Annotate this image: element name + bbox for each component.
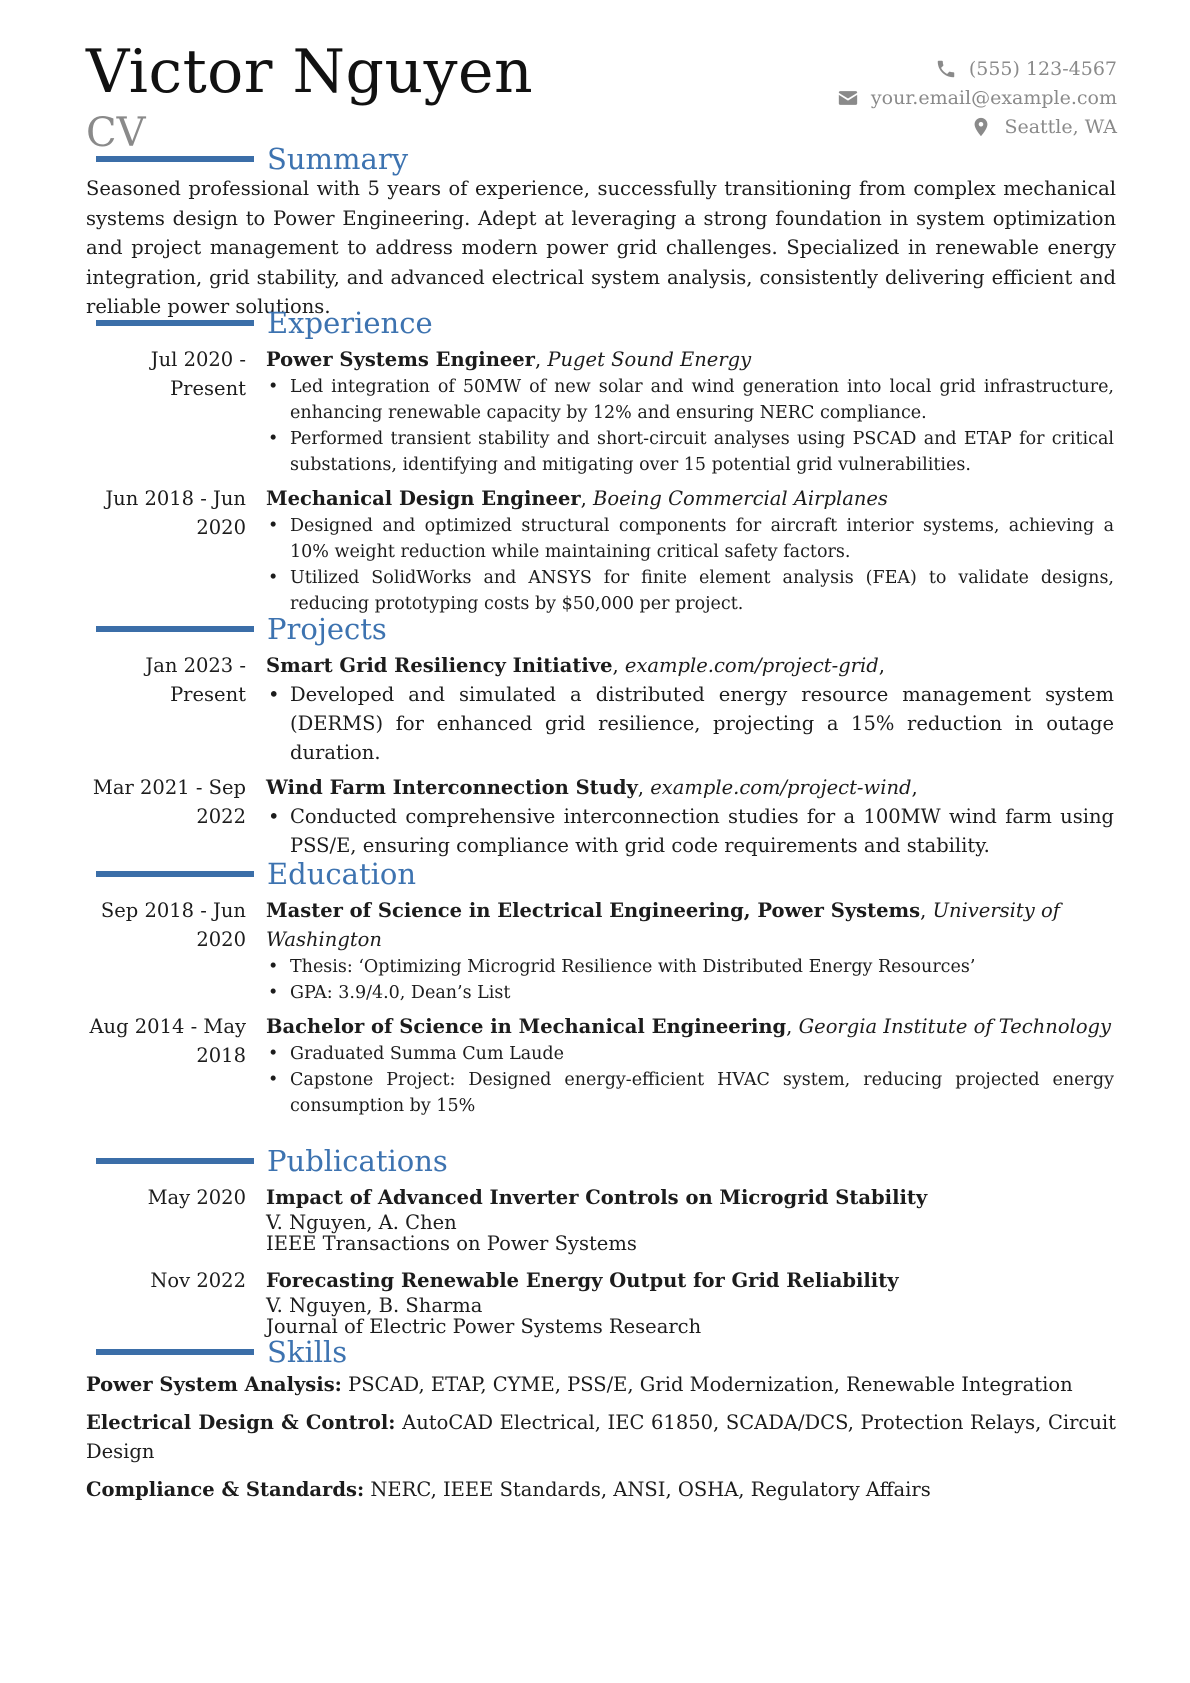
section-heading xyxy=(86,1334,1116,1370)
skill-label: Electrical Design & Control: xyxy=(86,1411,396,1434)
phone-text: (555) 123-4567 xyxy=(968,57,1117,80)
list-item: • Thesis: ‘Optimizing Microgrid Resilience with Distributed Energy Resources’ xyxy=(290,954,1114,980)
section-title: Experience xyxy=(267,306,433,340)
publication-title xyxy=(266,1183,1114,1212)
project-name: Smart Grid Resiliency Initiative xyxy=(266,654,613,677)
project-entry xyxy=(86,773,1116,860)
publication-title-text: Forecasting Renewable Energy Output for Grid Reliability xyxy=(266,1269,899,1292)
project-name: Wind Farm Interconnection Study xyxy=(266,776,638,799)
entry-date: Jul 2020 - Present xyxy=(150,348,246,400)
list-item: • Capstone Project: Designed energy-efficient HVAC system, reducing projected energy consumption by 15% xyxy=(290,1067,1114,1119)
entry-date: May 2020 xyxy=(147,1186,246,1209)
bullet-list xyxy=(266,802,1114,860)
publication-entry xyxy=(86,1266,1116,1337)
section-heading xyxy=(86,1143,1116,1179)
document-subtitle: CV xyxy=(86,110,146,156)
bullet-list xyxy=(266,374,1114,478)
skill-row xyxy=(86,1370,1116,1399)
list-item: • Graduated Summa Cum Laude xyxy=(290,1041,1114,1067)
entry-title: Mechanical Design Engineer, Boeing Commercial Airplanes xyxy=(266,487,888,510)
entry-date: Aug 2014 - May 2018 xyxy=(89,1015,246,1067)
job-org: Puget Sound Energy xyxy=(547,348,752,371)
section-accent-bar xyxy=(96,626,254,632)
contact-phone[interactable] xyxy=(837,54,1117,83)
publication-venue: IEEE Transactions on Power Systems xyxy=(266,1232,637,1255)
contact-block xyxy=(837,54,1117,141)
section-heading xyxy=(86,305,1116,341)
publication-title xyxy=(266,1266,1114,1295)
education-section xyxy=(86,856,1116,1119)
section-accent-bar xyxy=(96,320,254,326)
entry-title: Power Systems Engineer, Puget Sound Energy xyxy=(266,348,752,371)
publication-entry xyxy=(86,1183,1116,1254)
entry-title: Smart Grid Resiliency Initiative, example.com/project-grid, xyxy=(266,654,885,677)
publication-authors: V. Nguyen, B. Sharma xyxy=(266,1294,483,1317)
section-title: Skills xyxy=(267,1335,348,1369)
envelope-icon xyxy=(837,87,859,109)
candidate-name: Victor Nguyen xyxy=(86,37,534,107)
list-item: • Developed and simulated a distributed energy resource management system (DERMS) for enhanced grid resilience, projecting a 15% reduction in outage duration. xyxy=(290,680,1114,767)
project-link[interactable]: example.com/project-grid xyxy=(624,654,879,677)
projects-section xyxy=(86,611,1116,860)
section-title: Education xyxy=(267,857,417,891)
phone-icon xyxy=(935,58,957,80)
section-heading xyxy=(86,856,1116,892)
entry-date: Sep 2018 - Jun 2020 xyxy=(100,899,246,951)
skill-row xyxy=(86,1475,1116,1504)
skill-value: PSCAD, ETAP, CYME, PSS/E, Grid Modernization, Renewable Integration xyxy=(348,1373,1073,1396)
publication-authors: V. Nguyen, A. Chen xyxy=(266,1211,457,1234)
experience-entry xyxy=(86,345,1116,478)
section-title: Projects xyxy=(267,612,387,646)
education-entry xyxy=(86,896,1116,1006)
entry-date: Mar 2021 - Sep 2022 xyxy=(92,776,246,828)
publications-section xyxy=(86,1143,1116,1337)
section-accent-bar xyxy=(96,156,254,162)
skill-label: Compliance & Standards: xyxy=(86,1478,365,1501)
skill-row xyxy=(86,1408,1116,1466)
entry-date: Jun 2018 - Jun 2020 xyxy=(105,487,246,539)
entry-date: Nov 2022 xyxy=(150,1269,246,1292)
bullet-list xyxy=(266,680,1114,767)
section-heading xyxy=(86,141,1116,177)
bullet-list xyxy=(266,954,1114,1006)
location-text: Seattle, WA xyxy=(1004,115,1117,138)
skill-label: Power System Analysis: xyxy=(86,1373,342,1396)
project-link[interactable]: example.com/project-wind xyxy=(650,776,912,799)
list-item: • Led integration of 50MW of new solar and wind generation into local grid infrastructure, enhancing renewable capacity by 12% and ensuring NERC compliance. xyxy=(290,374,1114,426)
experience-section xyxy=(86,305,1116,617)
list-item: • Conducted comprehensive interconnection studies for a 100MW wind farm using PSS/E, ensuring compliance with grid code requirements and stability. xyxy=(290,802,1114,860)
job-role: Power Systems Engineer xyxy=(266,348,535,371)
section-accent-bar xyxy=(96,1349,254,1355)
email-text: your.email@example.com xyxy=(870,86,1117,109)
list-item: • Designed and optimized structural components for aircraft interior systems, achieving a 10% weight reduction while maintaining critical safety factors. xyxy=(290,513,1114,565)
entry-title: Wind Farm Interconnection Study, example.com/project-wind, xyxy=(266,776,918,799)
section-title: Publications xyxy=(267,1144,448,1178)
skill-value: AutoCAD Electrical, IEC 61850, SCADA/DCS, Protection Relays, Circuit Design xyxy=(86,1411,1116,1463)
section-accent-bar xyxy=(96,1158,254,1164)
summary-section xyxy=(86,141,1116,322)
publication-venue: Journal of Electric Power Systems Research xyxy=(266,1315,702,1338)
section-accent-bar xyxy=(96,871,254,877)
experience-entry xyxy=(86,484,1116,617)
skills-section xyxy=(86,1334,1116,1513)
school-name: University of Washington xyxy=(266,899,1060,951)
list-item: • GPA: 3.9/4.0, Dean’s List xyxy=(290,980,1114,1006)
list-item: • Utilized SolidWorks and ANSYS for finite element analysis (FEA) to validate designs, reducing prototyping costs by $50,000 per project. xyxy=(290,565,1114,617)
contact-location xyxy=(837,112,1117,141)
skill-value: NERC, IEEE Standards, ANSI, OSHA, Regulatory Affairs xyxy=(370,1478,931,1501)
summary-text: Seasoned professional with 5 years of experience, successfully transitioning from complex mechanical systems design to Power Engineering. Adept at leveraging a strong foundation in system optimization and project management to address modern power grid challenges. Specialized in renewable energy integration, grid stability, and advanced electrical system analysis, consistently delivering efficient and reliable power solutions. xyxy=(86,177,1116,318)
degree-name: Master of Science in Electrical Engineering, Power Systems xyxy=(266,899,921,922)
job-org: Boeing Commercial Airplanes xyxy=(593,487,888,510)
project-entry xyxy=(86,651,1116,767)
bullet-list xyxy=(266,1041,1114,1119)
map-pin-icon xyxy=(970,116,992,138)
entry-title: Master of Science in Electrical Engineering, Power Systems, University of Washington xyxy=(266,899,1060,951)
section-heading xyxy=(86,611,1116,647)
job-role: Mechanical Design Engineer xyxy=(266,487,581,510)
entry-title: Bachelor of Science in Mechanical Engineering, Georgia Institute of Technology xyxy=(266,1015,1112,1038)
entry-date: Jan 2023 - Present xyxy=(145,654,246,706)
publication-title-text: Impact of Advanced Inverter Controls on Microgrid Stability xyxy=(266,1186,928,1209)
list-item: • Performed transient stability and short-circuit analyses using PSCAD and ETAP for critical substations, identifying and mitigating over 15 potential grid vulnerabilities. xyxy=(290,426,1114,478)
bullet-list xyxy=(266,513,1114,617)
contact-email[interactable] xyxy=(837,83,1117,112)
degree-name: Bachelor of Science in Mechanical Engineering xyxy=(266,1015,787,1038)
education-entry xyxy=(86,1012,1116,1119)
section-title: Summary xyxy=(267,142,409,176)
school-name: Georgia Institute of Technology xyxy=(798,1015,1112,1038)
